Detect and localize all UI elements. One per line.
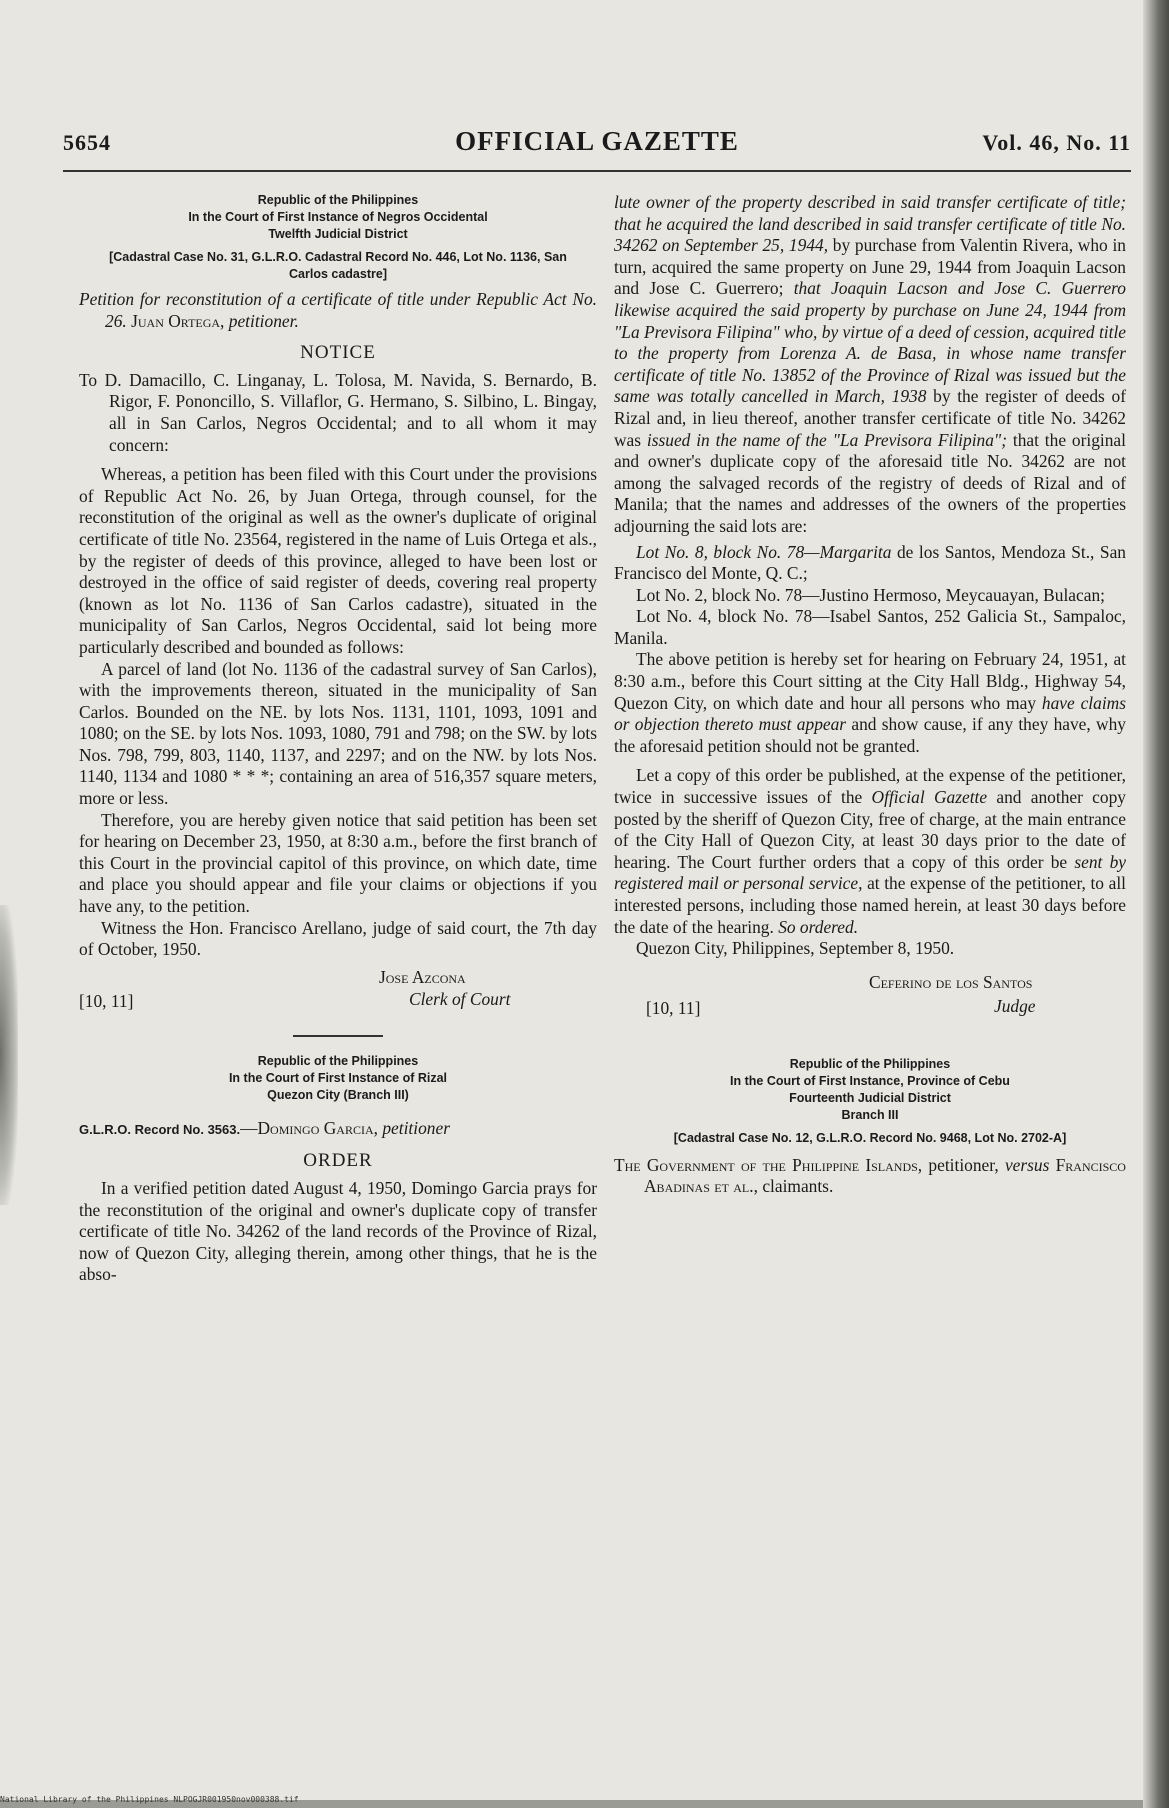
signature-block xyxy=(614,972,1126,1028)
caption-line: Republic of the Philippines xyxy=(257,193,419,207)
publication-title: OFFICIAL GAZETTE xyxy=(455,126,739,156)
text-segment: have claims or objection thereto must appear xyxy=(614,692,1126,735)
party-role: claimants. xyxy=(762,1176,834,1197)
whereas-paragraph: Whereas, a petition has been filed with this Court under the provisions of Republic Act No. 26, by Juan Ortega, through counsel, for the reconstitution of the original as well as the owner's duplicate of original certificate of title No. 23564, registered in the name of Luis Ortega et als., by the register of deeds of this province, alleged to have been lost or destroyed in the office of said register of deeds, covering real property (known as lot No. 1136 of San Carlos cadastre), situated in the municipality of San Carlos, Negros Occidental, said lot being more particularly described and bounded as follows: xyxy=(79,464,597,657)
lot-4-entry: Lot No. 4, block No. 78—Isabel Santos, 252 Galicia St., Sampaloc, Manila. xyxy=(614,606,1126,648)
signatory-name: Ceferino de los Santos xyxy=(869,971,1033,992)
caption-line: Republic of the Philippines xyxy=(789,1056,951,1071)
court-caption-cebu xyxy=(614,1056,1126,1124)
court-caption-rizal xyxy=(79,1053,597,1104)
text-segment: lute owner of the property described in said transfer certificate of title; that he acquired the land described in said transfer certificate of title No. 34262 on September 25, 1944, xyxy=(614,192,1126,256)
witness-paragraph: Witness the Hon. Francisco Arellano, judge of said court, the 7th day of October, 1950. xyxy=(79,917,597,960)
order-paragraph: In a verified petition dated August 4, 1950, Domingo Garcia prays for the reconstitution of the original and owner's duplicate copy of transfer certificate of title No. 34262 of the land records of the Province of Rizal, now of Quezon City, alleging therein, among other things, that he is the abso- xyxy=(79,1178,597,1285)
petition-text: Petition for reconstitution of a certificate of title under Republic Act No. 26. xyxy=(79,289,597,331)
lot-8-address: de los Santos, Mendoza St., San Francisco del Monte, Q. C.; xyxy=(614,541,1126,584)
signatory-role: Judge xyxy=(994,995,1036,1016)
left-column xyxy=(79,192,597,1286)
text-segment: and another copy posted by the sheriff of Quezon City, free of charge, at the main entrance of the City Hall of Quezon City, at least 30 days prior to the date of hearing. The Court further orders that a copy of this order be xyxy=(614,787,1126,872)
caption-line: In the Court of First Instance, Province of Cebu xyxy=(730,1073,1010,1088)
header-rule xyxy=(63,170,1131,172)
text-segment: and show cause, if any they have, why the aforesaid petition should not be granted. xyxy=(614,714,1126,756)
caption-line: Fourteenth Judicial District xyxy=(789,1090,951,1105)
record-line xyxy=(79,1118,597,1141)
text-segment: at the expense of the petitioner, to all interested persons, including those named herein, at least 30 days before the date of the hearing. xyxy=(614,873,1126,937)
text-segment: issued in the name of the "La Previsora Filipina"; xyxy=(646,429,1008,450)
court-caption xyxy=(79,192,597,243)
page-edge-shadow xyxy=(1143,0,1169,1808)
text-segment: the same was totally cancelled in March, 1938 xyxy=(614,364,1126,407)
case-reference: [Cadastral Case No. 31, G.L.R.O. Cadastral Record No. 446, Lot No. 1136, San Carlos cadastre] xyxy=(109,250,567,281)
text-segment: Let a copy of this order be published, at the expense of the petitioner, twice in successive issues of the xyxy=(614,765,1126,808)
dateline: Quezon City, Philippines, September 8, 1950. xyxy=(636,938,955,959)
page-edge-shadow xyxy=(0,905,18,1205)
record-number: G.L.R.O. Record No. 3563. xyxy=(79,1121,241,1137)
party-name: Francisco Abadinas et al., xyxy=(644,1154,1126,1197)
page-header xyxy=(63,126,1131,166)
petitioner-name: Juan Ortega, xyxy=(131,310,225,331)
order-heading: ORDER xyxy=(303,1150,373,1172)
text-segment: Official Gazette xyxy=(871,787,988,808)
section-separator xyxy=(293,1035,383,1037)
caption-line: Branch III xyxy=(841,1107,899,1122)
notice-heading: NOTICE xyxy=(300,342,376,364)
text-segment: So ordered. xyxy=(778,916,859,937)
record-petitioner-word: petitioner xyxy=(382,1117,450,1138)
case-reference: [Cadastral Case No. 12, G.L.R.O. Record No. 9468, Lot No. 2702-A] xyxy=(673,1130,1067,1145)
signature-block xyxy=(79,967,597,1013)
lot-2-entry: Lot No. 2, block No. 78—Justino Hermoso, Meycauayan, Bulacan; xyxy=(636,584,1105,605)
caption-line: Quezon City (Branch III) xyxy=(267,1087,409,1102)
issue-reference: [10, 11] xyxy=(79,990,134,1011)
caption-line: Twelfth Judicial District xyxy=(268,227,408,241)
issue-reference: [10, 11] xyxy=(646,997,701,1018)
party-name: The Government of the Philippine Islands, xyxy=(614,1154,923,1175)
caption-line: In the Court of First Instance of Rizal xyxy=(228,1070,448,1085)
page-number: 5654 xyxy=(63,130,111,155)
petitioner-word: petitioner. xyxy=(228,310,299,331)
party-role: petitioner, xyxy=(928,1154,999,1175)
lot-8-label: Lot No. 8, block No. 78—Margarita xyxy=(636,541,892,562)
order-continuation xyxy=(614,192,1126,538)
text-segment: that Joaquin Lacson and Jose C. Guerrero likewise acquired the said property by purchase on June 24, 1944 from "La Previsora Filipina" who, by virtue of a deed of cession, acquired title to the property from Lorenza A. de Basa, in whose name transfer certificate of title No. 13852 of the Province of Rizal was issued but xyxy=(614,278,1126,385)
text-segment: The above petition is hereby set for hearing on February 24, 1951, at 8:30 a.m., before this Court sitting at the City Hall Bldg., Highway 54, Quezon City, on which date and hour all persons who may xyxy=(614,649,1126,713)
hearing-paragraph xyxy=(614,649,1126,757)
text-segment: that the original and owner's duplicate copy of the aforesaid title No. 34262 are not among the salvaged records of the registry of deeds of Rizal and of Manila; that the names and addresses of the owners of the properties adjourning the said lots are: xyxy=(614,429,1126,536)
publication-paragraph xyxy=(614,765,1126,938)
record-petitioner: —Domingo Garcia, xyxy=(240,1117,378,1138)
caption-line: In the Court of First Instance of Negros Occidental xyxy=(188,210,488,224)
text-segment: by purchase from Valentin Rivera, who in turn, acquired the same property on June 29, 1944 from Joaquin Lacson and Jose C. Guerrero; xyxy=(614,235,1126,299)
right-column xyxy=(614,192,1126,1198)
text-segment: by the register of deeds of Rizal and, in lieu thereof, another transfer certificate of title No. 34262 was xyxy=(614,386,1126,450)
versus-word: versus xyxy=(1004,1154,1050,1175)
text-segment: sent by registered mail or personal service, xyxy=(614,851,1126,894)
caption-line: Republic of the Philippines xyxy=(257,1053,419,1068)
signatory-role: Clerk of Court xyxy=(409,988,511,1009)
notice-addressees: To D. Damacillo, C. Linganay, L. Tolosa, M. Navida, S. Bernardo, B. Rigor, F. Pononcillo, S. Villaflor, G. Hermano, S. Silbino, L. Bingay, all in San Carlos, Negros Occidental; and to all whom it may concern: xyxy=(79,369,597,455)
volume-number: Vol. 46, No. 11 xyxy=(982,130,1131,155)
petition-title xyxy=(79,289,597,332)
case-parties xyxy=(614,1155,1126,1198)
hearing-notice: Therefore, you are hereby given notice that said petition has been set for hearing on December 23, 1950, at 8:30 a.m., before the first branch of this Court in the provincial capitol of this province, on which date, time and place you should appear and file your claims or objections if you have any, to the petition. xyxy=(79,809,597,917)
parcel-description: A parcel of land (lot No. 1136 of the cadastral survey of San Carlos), with the improvements thereon, situated in the municipality of San Carlos. Bounded on the NE. by lots Nos. 1131, 1101, 1093, 1091 and 1080; on the SE. by lots Nos. 1093, 1080, 791 and 798; on the SW. by lots Nos. 798, 799, 803, 1140, 1137, and 2297; and on the NW. by lots Nos. 1140, 1134 and 1080 * * *; containing an area of 516,357 square meters, more or less. xyxy=(79,658,597,809)
scan-footer: National Library of the Philippines NLPOGJR001950nov000388.tif xyxy=(0,1795,299,1804)
signatory-name: Jose Azcona xyxy=(379,966,466,987)
lot-8-entry xyxy=(614,542,1126,585)
